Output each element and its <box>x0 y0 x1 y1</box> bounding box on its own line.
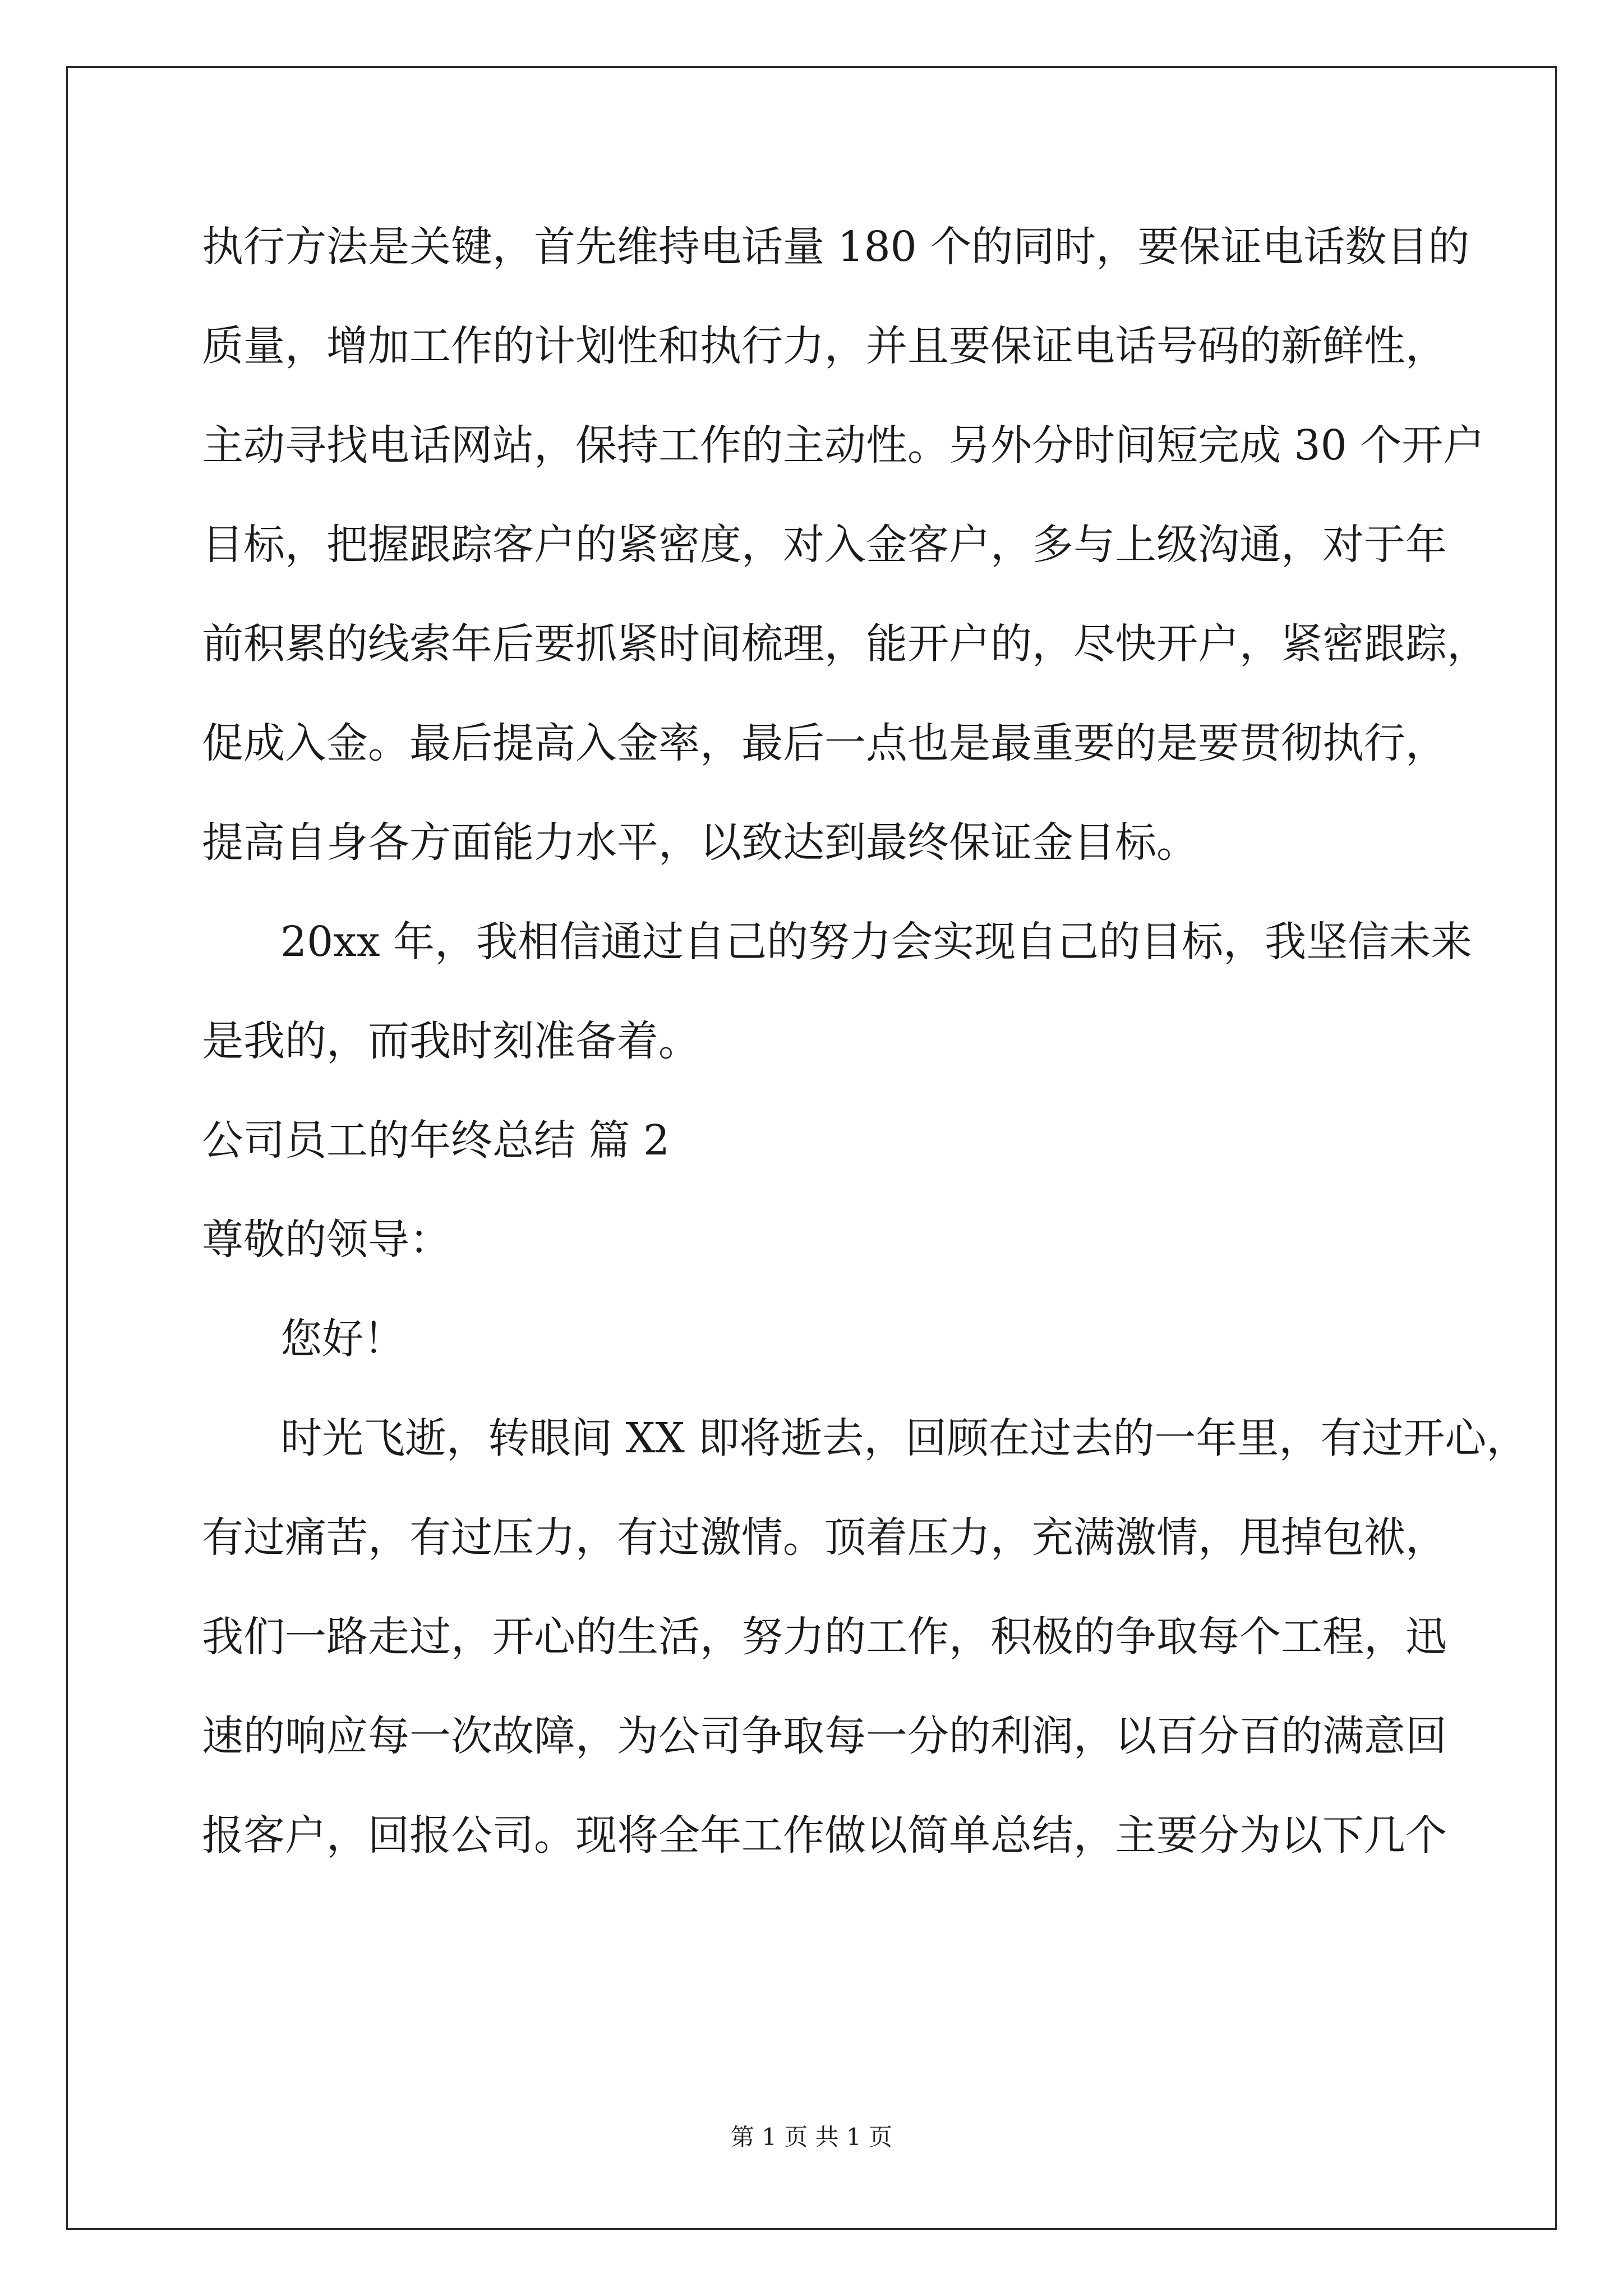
text-line: 时光飞逝，转眼间 XX 即将逝去，回顾在过去的一年里，有过开心， <box>280 1414 1528 1462</box>
text-line: 执行方法是关键，首先维持电话量 180 个的同时，要保证电话数目的 <box>202 223 1470 271</box>
section-title: 公司员工的年终总结 篇 2 <box>202 1116 670 1165</box>
greeting: 您好！ <box>280 1315 405 1363</box>
text-line: 目标，把握跟踪客户的紧密度，对入金客户，多与上级沟通，对于年 <box>202 521 1447 569</box>
text-line: 提高自身各方面能力水平，以致达到最终保证金目标。 <box>202 818 1198 867</box>
text-line: 速的响应每一次故障，为公司争取每一分的利润，以百分百的满意回 <box>202 1712 1447 1760</box>
text-line: 前积累的线索年后要抓紧时间梳理，能开户的，尽快开户，紧密跟踪， <box>202 620 1488 668</box>
salutation: 尊敬的领导： <box>202 1216 451 1264</box>
text-line: 是我的，而我时刻准备着。 <box>202 1017 700 1065</box>
text-line: 促成入金。最后提高入金率，最后一点也是最重要的是要贯彻执行， <box>202 719 1447 767</box>
text-line: 20xx 年，我相信通过自己的努力会实现自己的目标，我坚信未来 <box>280 918 1473 966</box>
text-line: 有过痛苦，有过压力，有过激情。顶着压力，充满激情，甩掉包袱， <box>202 1513 1447 1562</box>
page-footer: 第 1 页 共 1 页 <box>730 2123 893 2151</box>
text-line: 质量，增加工作的计划性和执行力，并且要保证电话号码的新鲜性， <box>202 322 1447 370</box>
text-line: 我们一路走过，开心的生活，努力的工作，积极的争取每个工程，迅 <box>202 1613 1447 1661</box>
text-line: 主动寻找电话网站，保持工作的主动性。另外分时间短完成 30 个开户 <box>202 421 1485 470</box>
text-line: 报客户，回报公司。现将全年工作做以简单总结，主要分为以下几个 <box>202 1811 1447 1860</box>
